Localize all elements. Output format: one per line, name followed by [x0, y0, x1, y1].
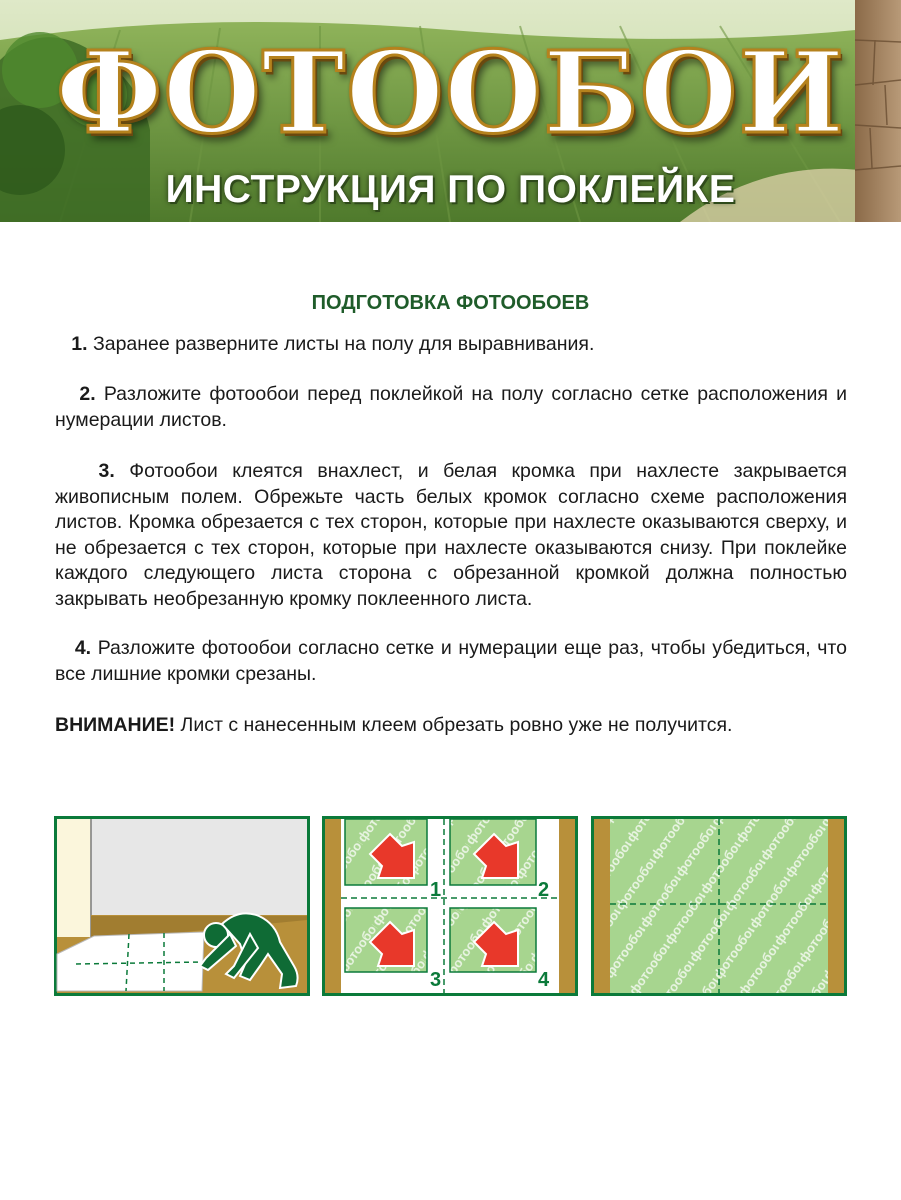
- step-number: 2.: [79, 383, 96, 405]
- header-banner: [0, 0, 901, 222]
- step-1: [55, 332, 847, 358]
- sheet-number-4: 4: [538, 969, 550, 991]
- step-2: [55, 382, 847, 433]
- step-number: 1.: [71, 333, 88, 355]
- warning-label: ВНИМАНИЕ!: [55, 714, 176, 736]
- sheet-number-3: 3: [430, 969, 442, 991]
- step-text: Заранее разверните листы на полу для выравнивания.: [92, 333, 595, 355]
- illustration-assembled-wallpaper: [591, 816, 847, 996]
- warning-text: Лист с нанесенным клеем обрезать ровно уже не получится.: [180, 714, 733, 736]
- illustration-layout-on-floor: [54, 816, 310, 996]
- section-title: ПОДГОТОВКА ФОТООБОЕВ: [311, 292, 590, 314]
- brand-title: ФОТООБОИ: [55, 28, 846, 159]
- step-number: 4.: [74, 637, 92, 659]
- warning-note: [55, 713, 847, 739]
- step-text: Фотообои клеятся внахлест, и белая кромка при нахлесте закрывается живописным полем. Обрежьте часть белых кромок согласно схеме расположения листов. Кромка обрезается с тех сторон, которые при нахлесте оказываются сверху, и не обрезается с тех сторон, которые при нахлесте оказываются снизу. При поклейке каждого следующего листа сторона с обрезанной кромкой должна полностью закрывать необрезанную кромку поклеенного листа.: [55, 460, 847, 610]
- sheet-number-1: 1: [430, 879, 442, 901]
- step-text: Разложите фотообои перед поклейкой на полу согласно сетке расположения и нумерации листов.: [55, 383, 847, 431]
- step-number: 3.: [98, 460, 115, 482]
- banner-subtitle: ИНСТРУКЦИЯ ПО ПОКЛЕЙКЕ: [165, 168, 736, 211]
- step-3: [55, 459, 847, 612]
- illustration-sheet-grid: [322, 816, 578, 996]
- sheet-number-2: 2: [538, 879, 550, 901]
- step-text: Разложите фотообои согласно сетке и нумерации еще раз, чтобы убедиться, что все лишние кромки срезаны.: [55, 637, 847, 685]
- step-4: [55, 636, 847, 687]
